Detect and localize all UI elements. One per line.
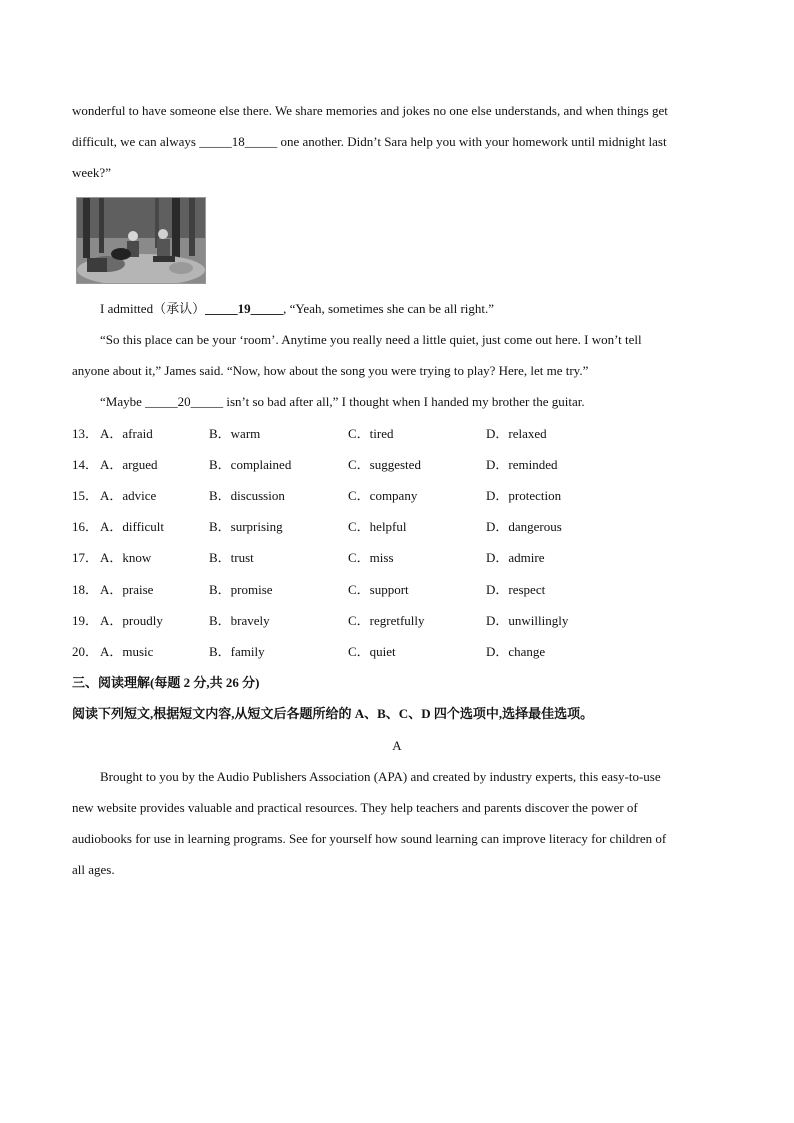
passage-line: [100, 301, 494, 317]
option-c: C．helpful: [348, 519, 407, 534]
option-b: B．bravely: [209, 613, 270, 628]
reading-line: new website provides valuable and practical resources. They help teachers and parents discover the power of: [72, 800, 638, 815]
passage-text: “Maybe: [100, 394, 146, 409]
option-b: B．complained: [209, 457, 292, 472]
passage-text: I admitted（承认）: [100, 301, 206, 316]
option-a: A．know: [100, 550, 152, 565]
passage-line: week?”: [72, 165, 111, 180]
passage-text: isn’t so bad after all,” I thought when I handed my brother the guitar.: [223, 394, 585, 409]
reading-line: all ages.: [72, 862, 115, 877]
question-number: 16．: [72, 519, 99, 534]
option-a: A．argued: [100, 457, 158, 472]
passage-line: “So this place can be your ‘room’. Anytime you really need a little quiet, just come out here. I won’t tell: [100, 332, 642, 347]
option-c: C．miss: [348, 550, 394, 565]
option-d: D．protection: [486, 488, 562, 503]
option-c: C．quiet: [348, 644, 396, 659]
option-c: C．suggested: [348, 457, 421, 472]
question-number: 17．: [72, 550, 99, 565]
passage-label: A: [392, 738, 402, 753]
option-b: B．trust: [209, 550, 254, 565]
option-a: A．praise: [100, 582, 154, 597]
option-c: C．tired: [348, 426, 394, 441]
option-d: D．reminded: [486, 457, 558, 472]
option-b: B．family: [209, 644, 265, 659]
reading-line: Brought to you by the Audio Publishers Association (APA) and created by industry experts, this easy-to-use: [100, 769, 661, 784]
reading-line: audiobooks for use in learning programs. See for yourself how sound learning can improve literacy for children of: [72, 831, 667, 846]
section-title: 三、阅读理解(每题 2 分,共 26 分): [72, 675, 260, 690]
option-a: A．music: [100, 644, 154, 659]
option-c: C．regretfully: [348, 613, 425, 628]
option-b: B．surprising: [209, 519, 283, 534]
blank-18: _____18_____: [199, 134, 278, 149]
option-b: B．promise: [209, 582, 273, 597]
question-number: 20．: [72, 644, 99, 659]
option-d: D．admire: [486, 550, 545, 565]
illustration-forest-guitar: [76, 197, 206, 284]
passage-text: one another. Didn’t Sara help you with your homework until midnight last: [277, 134, 667, 149]
option-a: A．proudly: [100, 613, 163, 628]
blank-19: _____19_____: [205, 301, 284, 316]
option-d: D．unwillingly: [486, 613, 569, 628]
option-d: D．dangerous: [486, 519, 562, 534]
question-number: 15．: [72, 488, 99, 503]
option-c: C．company: [348, 488, 418, 503]
question-number: 14．: [72, 457, 99, 472]
option-a: A．afraid: [100, 426, 153, 441]
passage-text: , “Yeah, sometimes she can be all right.”: [283, 301, 495, 316]
passage-text: difficult, we can always: [72, 134, 200, 149]
passage-line: wonderful to have someone else there. We share memories and jokes no one else understands, and when things get: [72, 103, 668, 118]
section-instruction: 阅读下列短文,根据短文内容,从短文后各题所给的 A、B、C、D 四个选项中,选择最佳选项。: [72, 706, 594, 721]
option-d: D．change: [486, 644, 546, 659]
option-b: B．warm: [209, 426, 261, 441]
question-number: 19．: [72, 613, 99, 628]
passage-line: [100, 394, 585, 410]
option-b: B．discussion: [209, 488, 285, 503]
passage-line: [72, 134, 667, 150]
option-a: A．difficult: [100, 519, 165, 534]
passage-line: anyone about it,” James said. “Now, how about the song you were trying to play? Here, let me try.”: [72, 363, 589, 378]
option-d: D．relaxed: [486, 426, 547, 441]
option-a: A．advice: [100, 488, 157, 503]
option-d: D．respect: [486, 582, 546, 597]
question-number: 18．: [72, 582, 99, 597]
question-number: 13．: [72, 426, 99, 441]
blank-20: _____20_____: [145, 394, 224, 409]
option-c: C．support: [348, 582, 409, 597]
